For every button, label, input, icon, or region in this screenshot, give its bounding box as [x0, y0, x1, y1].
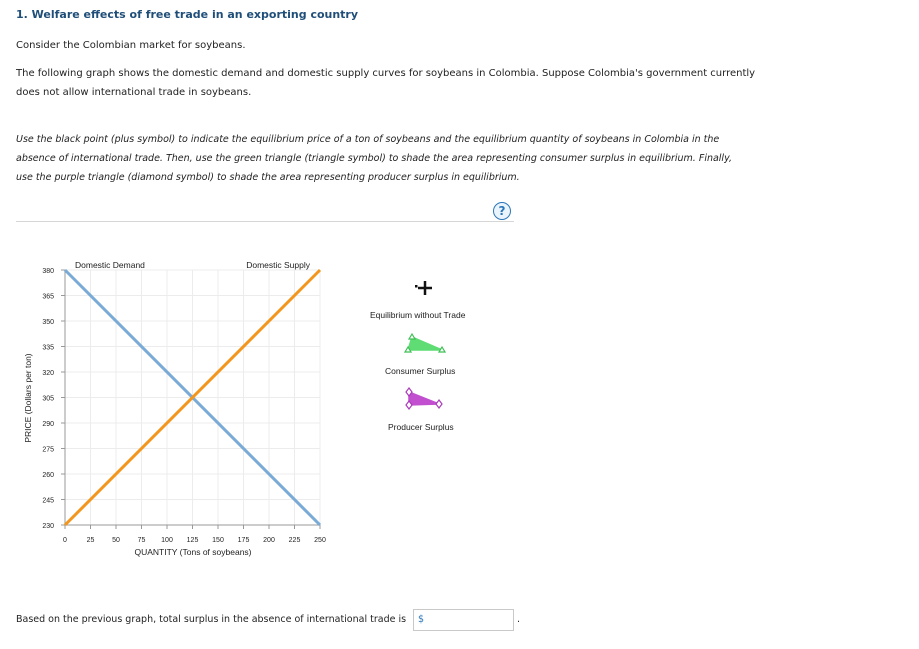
instruction-line-1: Use the black point (plus symbol) to indicate the equilibrium price of a ton of soybeans and the equilibrium quantity of soybeans in Colombia in the [16, 134, 720, 145]
x-tick-label: 175 [237, 537, 250, 544]
instruction-line-3: use the purple triangle (diamond symbol) to shade the area representing producer surplus in equilibrium. [16, 172, 520, 183]
section-divider [16, 221, 514, 222]
y-tick-label: 320 [42, 370, 54, 377]
total-surplus-field[interactable] [413, 609, 514, 631]
y-tick-label: 335 [42, 344, 54, 352]
y-tick-label: 305 [42, 395, 54, 403]
domestic-demand-label: Domestic Demand [75, 260, 145, 270]
x-tick-label: 100 [161, 537, 173, 544]
domestic-supply-label: Domestic Supply [246, 260, 310, 270]
consumer-surplus-label: Consumer Surplus [385, 366, 456, 376]
producer-surplus-label: Producer Surplus [388, 422, 454, 432]
answer-period: . [517, 614, 521, 625]
y-axis-label: PRICE (Dollars per ton) [23, 353, 33, 443]
answer-prompt: Based on the previous graph, total surplus in the absence of international trade is [16, 614, 407, 625]
x-tick-label: 225 [288, 537, 301, 544]
description-line-2: does not allow international trade in soybeans. [16, 87, 252, 98]
consumer-surplus-triangle-tool[interactable] [402, 332, 446, 354]
y-tick-label: 365 [42, 293, 54, 301]
help-icon[interactable]: ? [493, 202, 511, 220]
x-tick-label: 250 [314, 537, 326, 544]
x-tick-label: 25 [86, 537, 95, 544]
x-tick-label: 0 [63, 537, 67, 544]
x-tick-label: 200 [263, 537, 275, 544]
y-tick-label: 290 [42, 421, 54, 428]
total-surplus-input[interactable] [426, 612, 514, 630]
series-labels [75, 260, 311, 270]
intro-text: Consider the Colombian market for soybeans. [16, 40, 246, 51]
y-tick-label: 380 [42, 268, 54, 275]
instructions [16, 130, 776, 187]
x-tick-label: 75 [137, 537, 146, 544]
y-tick-label: 260 [42, 472, 54, 479]
y-tick-label: 350 [42, 319, 54, 326]
currency-symbol: $ [418, 614, 425, 625]
x-axis-label: QUANTITY (Tons of soybeans) [134, 547, 252, 557]
instruction-line-2: absence of international trade. Then, use the green triangle (triangle symbol) to shade the area representing consumer surplus in equilibrium. Finally, [16, 153, 732, 164]
equilibrium-plus-tool[interactable] [414, 278, 436, 298]
y-tick-label: 230 [42, 523, 54, 530]
x-tick-label: 50 [112, 537, 120, 544]
equilibrium-tool-label: Equilibrium without Trade [370, 310, 466, 320]
x-tick-label: 125 [186, 537, 199, 544]
question-heading: 1. Welfare effects of free trade in an exporting country [16, 8, 359, 21]
producer-surplus-diamond-tool[interactable] [402, 387, 446, 411]
y-tick-label: 245 [42, 497, 54, 505]
description-line-1: The following graph shows the domestic demand and domestic supply curves for soybeans in Colombia. Suppose Colombia's government currently [16, 68, 756, 79]
x-tick-label: 150 [212, 537, 224, 544]
y-tick-label: 275 [42, 446, 54, 454]
